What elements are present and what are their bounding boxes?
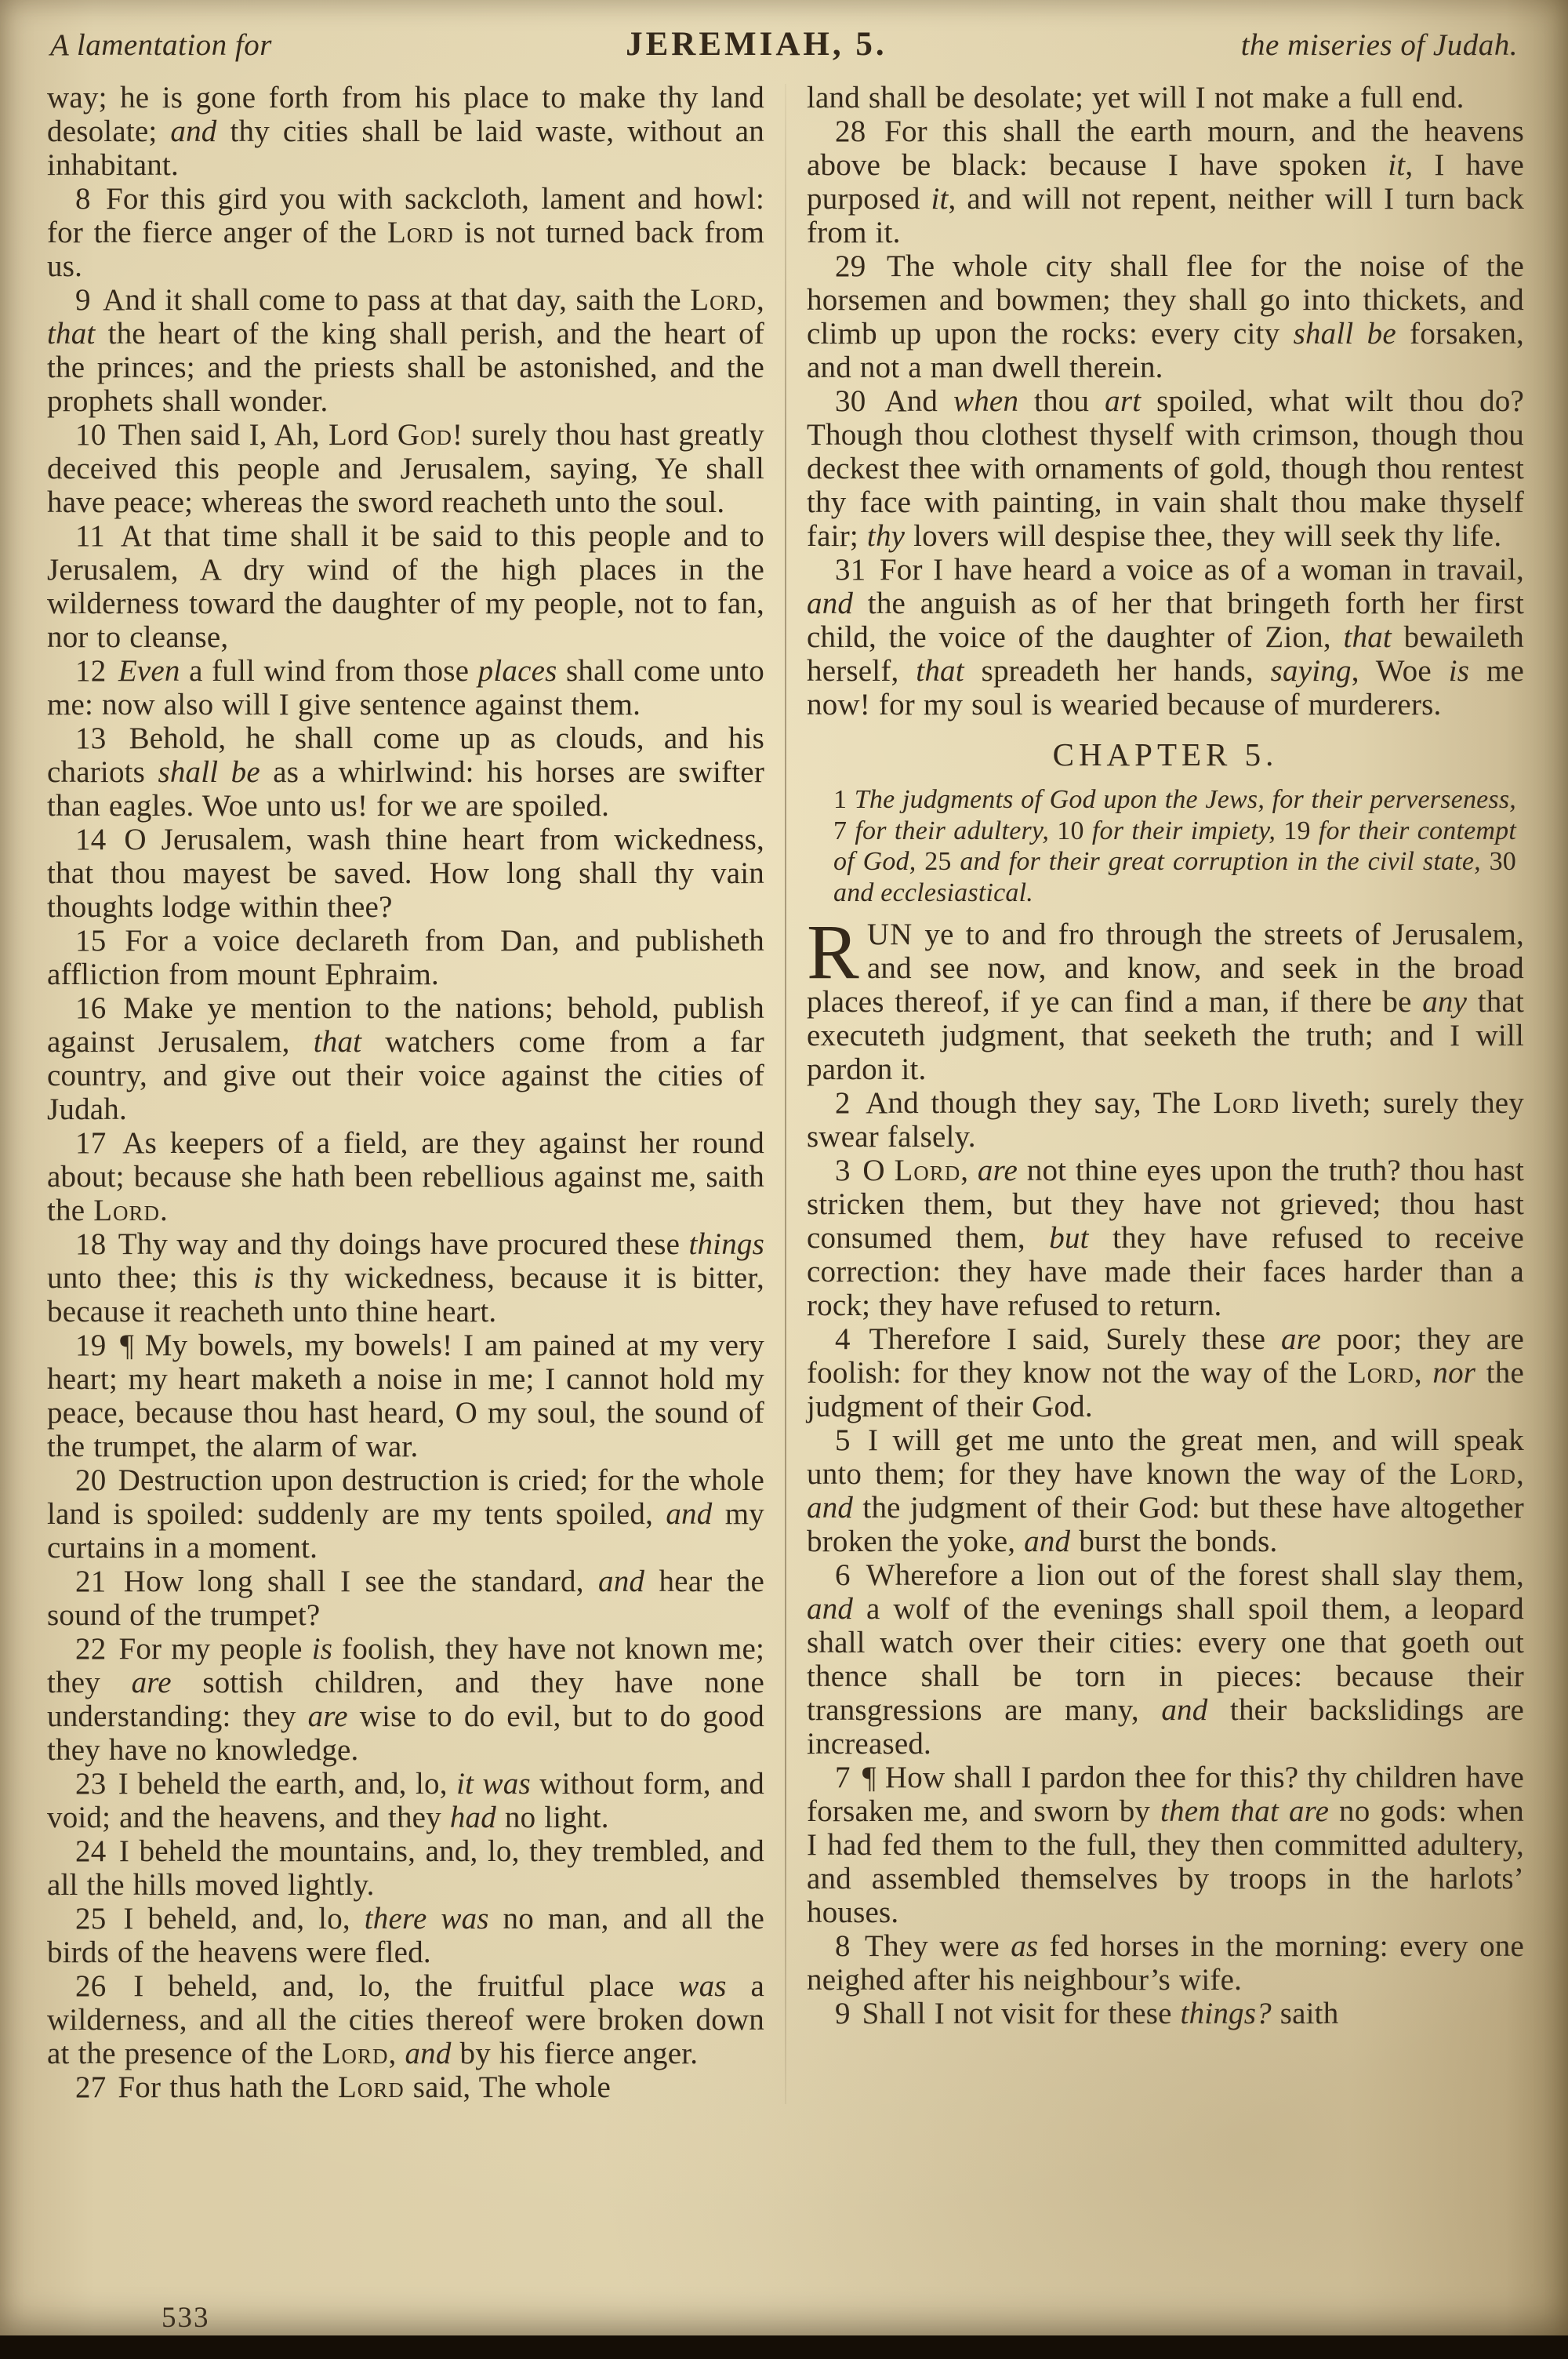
verse-number: 13 bbox=[75, 722, 126, 755]
verse-number: 28 bbox=[835, 114, 882, 148]
verse-paragraph-19: 19 ¶ My bowels, my bowels! I am pained at my very heart; my heart maketh a noise in me; I cannot hold my peace, because thou hast heard, O my soul, the sound of the trumpet, the alarm of war. bbox=[47, 1329, 764, 1463]
verse-paragraph-31: 31 For I have heard a voice as of a woman in travail, and the anguish as of her that bringeth forth her first child, the voice of the daughter of Zion, that bewaileth herself, that spreadeth her hands, saying, Woe is me now! for my soul is wearied because of murderers. bbox=[807, 553, 1525, 722]
verse-paragraph-6: 6 Wherefore a lion out of the forest shall slay them, and a wolf of the evenings shall spoil them, a leopard shall watch over their cities: every one that goeth out thence shall be torn in pieces: because their transgressions are many, and their backslidings are increased. bbox=[807, 1558, 1524, 1761]
verse-number: 15 bbox=[75, 924, 122, 958]
running-head-right: the miseries of Judah. bbox=[1240, 28, 1518, 62]
continuation-paragraph: land shall be desolate; yet will I not make a full end. bbox=[807, 81, 1465, 114]
chapter-heading: CHAPTER 5. bbox=[1052, 736, 1279, 772]
verse-paragraph-7: 7 ¶ How shall I pardon thee for this? thy children have forsaken me, and sworn by them that are no gods: when I had fed them to the full, they then committed adultery, and assembled themselves by troops in the harlots’ houses. bbox=[807, 1761, 1524, 1929]
verse-number: 18 bbox=[75, 1227, 115, 1261]
verse-paragraph-9: 9 Shall I not visit for these things? saith bbox=[835, 1997, 1339, 2030]
verse-paragraph-28: 28 For this shall the earth mourn, and the heavens above be black: because I have spoken it, I have purposed it, and will not repent, neither will I turn back from it. bbox=[807, 114, 1524, 249]
verse-number: 24 bbox=[75, 1834, 116, 1868]
verse-paragraph-17: 17 As keepers of a field, are they against her round about; because she hath been rebellious against me, saith the Lord. bbox=[47, 1126, 764, 1227]
verse-number: 6 bbox=[835, 1558, 863, 1592]
verse-number: 31 bbox=[835, 553, 877, 587]
verse-number: 9 bbox=[75, 283, 100, 317]
verse-paragraph-23: 23 I beheld the earth, and, lo, it was without form, and void; and the heavens, and they had no light. bbox=[47, 1767, 764, 1834]
verse-paragraph-30: 30 And when thou art spoiled, what wilt thou do? Though thou clothest thyself with crimson, though thou deckest thee with ornaments of gold, though thou rentest thy face with painting, in vain shalt thou make thyself fair; thy lovers will despise thee, they will seek thy life. bbox=[807, 384, 1524, 553]
verse-number: 17 bbox=[75, 1126, 120, 1160]
verse-number: 3 bbox=[835, 1154, 860, 1187]
verse-paragraph-29: 29 The whole city shall flee for the noise of the horsemen and bowmen; they shall go into thickets, and climb up upon the rocks: every city shall be forsaken, and not a man dwell therein. bbox=[807, 249, 1524, 384]
verse-paragraph-21: 21 How long shall I see the standard, and hear the sound of the trumpet? bbox=[47, 1565, 764, 1632]
verse-number: 30 bbox=[835, 384, 882, 418]
verse-paragraph-9: 9 And it shall come to pass at that day, saith the Lord, that the heart of the king shall perish, and the heart of the princes; and the priests shall be astonished, and the prophets shall wonder. bbox=[47, 283, 764, 418]
verse-paragraph-24: 24 I beheld the mountains, and, lo, they trembled, and all the hills moved lightly. bbox=[47, 1834, 764, 1902]
verse-number: 5 bbox=[835, 1423, 865, 1457]
page-title: JEREMIAH, 5. bbox=[626, 26, 887, 63]
verse-paragraph-8: 8 For this gird you with sackcloth, lament and howl: for the fierce anger of the Lord is not turned back from us. bbox=[47, 182, 764, 283]
verse-paragraph-13: 13 Behold, he shall come up as clouds, and his chariots shall be as a whirlwind: his horses are swifter than eagles. Woe unto us! for we are spoiled. bbox=[47, 722, 765, 823]
verse-paragraph-16: 16 Make ye mention to the nations; behold, publish against Jerusalem, that watchers come from a far country, and give out their voice against the cities of Judah. bbox=[47, 991, 764, 1126]
verse-paragraph-22: 22 For my people is foolish, they have not known me; they are sottish children, and they have none understanding: they are wise to do evil, but to do good they have no knowledge. bbox=[47, 1632, 765, 1767]
verse-paragraph-10: 10 Then said I, Ah, Lord God! surely thou hast greatly deceived this people and Jerusalem, saying, Ye shall have peace; whereas the sword reacheth unto the soul. bbox=[47, 418, 765, 519]
verse-number: 12 bbox=[75, 654, 115, 688]
text-columns bbox=[47, 81, 1524, 2104]
verse-paragraph-8: 8 They were as fed horses in the morning: every one neighed after his neighbour’s wife. bbox=[807, 1929, 1525, 1997]
verse-number: 27 bbox=[75, 2070, 115, 2104]
verse-paragraph-18: 18 Thy way and thy doings have procured these things unto thee; this is thy wickedness, because it is bitter, because it reacheth unto thine heart. bbox=[47, 1227, 764, 1329]
verse-number: 9 bbox=[835, 1997, 859, 2030]
verse-paragraph-26: 26 I beheld, and, lo, the fruitful place was a wilderness, and all the cities thereof were broken down at the presence of the Lord, and by his fierce anger. bbox=[47, 1969, 764, 2070]
verse-paragraph-20: 20 Destruction upon destruction is cried; for the whole land is spoiled: suddenly are my tents spoiled, and my curtains in a moment. bbox=[47, 1463, 764, 1565]
verse-number: 2 bbox=[835, 1086, 863, 1120]
verse-number: 14 bbox=[75, 823, 122, 856]
page-number: 533 bbox=[162, 2302, 210, 2334]
verse-paragraph-2: 2 And though they say, The Lord liveth; surely they swear falsely. bbox=[807, 1086, 1525, 1154]
verse-paragraph-5: 5 I will get me unto the great men, and will speak unto them; for they have known the way of the Lord, and the judgment of their God: but these have altogether broken the yoke, and burst the bonds. bbox=[807, 1423, 1524, 1558]
verse-paragraph-25: 25 I beheld, and, lo, there was no man, and all the birds of the heavens were fled. bbox=[47, 1902, 764, 1969]
verse-number: 10 bbox=[75, 418, 115, 452]
verse-number: 23 bbox=[75, 1767, 115, 1801]
verse-paragraph-3: 3 O Lord, are not thine eyes upon the truth? thou hast stricken them, but they have not grieved; thou hast consumed them, but they have refused to receive correction: they have made their faces harder than a rock; they have refused to return. bbox=[807, 1154, 1524, 1322]
continuation-paragraph: way; he is gone forth from his place to make thy land desolate; and thy cities shall be laid waste, without an inhabitant. bbox=[47, 81, 764, 182]
verse-number: 8 bbox=[75, 182, 103, 216]
running-head-left: A lamentation for bbox=[50, 28, 272, 62]
running-header bbox=[47, 20, 1524, 64]
verse-number: 4 bbox=[835, 1322, 866, 1356]
chapter-summary: 1 The judgments of God upon the Jews, for their perverseness, 7 for their adultery, 10 for their impiety, 19 for their contempt of God, 25 and for their great corruption in the civil state, 30 and ecclesiastical. bbox=[833, 785, 1516, 907]
verse-paragraph-14: 14 O Jerusalem, wash thine heart from wickedness, that thou mayest be saved. How long shall thy vain thoughts lodge within thee? bbox=[47, 823, 764, 924]
verse-paragraph-4: 4 Therefore I said, Surely these are poor; they are foolish: for they know not the way of the Lord, nor the judgment of their God. bbox=[807, 1322, 1524, 1423]
verse-paragraph-27: 27 For thus hath the Lord said, The whole bbox=[75, 2070, 612, 2104]
right-column bbox=[807, 81, 1524, 2104]
verse-number: 19 bbox=[75, 1329, 118, 1362]
lead-caps: UN bbox=[866, 918, 913, 951]
drop-cap: R bbox=[807, 908, 859, 995]
verse-number: 21 bbox=[75, 1565, 121, 1598]
verse-paragraph-11: 11 At that time shall it be said to this people and to Jerusalem, A dry wind of the high places in the wilderness toward the daughter of my people, not to fan, nor to cleanse, bbox=[47, 519, 765, 654]
verse-paragraph-1: RUN ye to and fro through the streets of Jerusalem, and see now, and know, and seek in the broad places thereof, if ye can find a man, if there be any that executeth judgment, that seeketh the truth; and I will pardon it. bbox=[807, 908, 1525, 1086]
verse-number: 16 bbox=[75, 991, 121, 1025]
verse-number: 29 bbox=[835, 249, 884, 283]
verse-number: 22 bbox=[75, 1632, 116, 1666]
verse-paragraph-15: 15 For a voice declareth from Dan, and publisheth affliction from mount Ephraim. bbox=[47, 924, 764, 991]
verse-number: 25 bbox=[75, 1902, 121, 1936]
verse-number: 11 bbox=[75, 519, 118, 553]
column-divider bbox=[785, 84, 786, 2104]
verse-number: 20 bbox=[75, 1463, 115, 1497]
verse-paragraph-12: 12 Even a full wind from those places shall come unto me: now also will I give sentence against them. bbox=[47, 654, 764, 722]
verse-number: 7 bbox=[835, 1761, 859, 1794]
verse-number: 8 bbox=[835, 1929, 862, 1963]
left-column bbox=[47, 81, 764, 2104]
verse-number: 26 bbox=[75, 1969, 131, 2003]
